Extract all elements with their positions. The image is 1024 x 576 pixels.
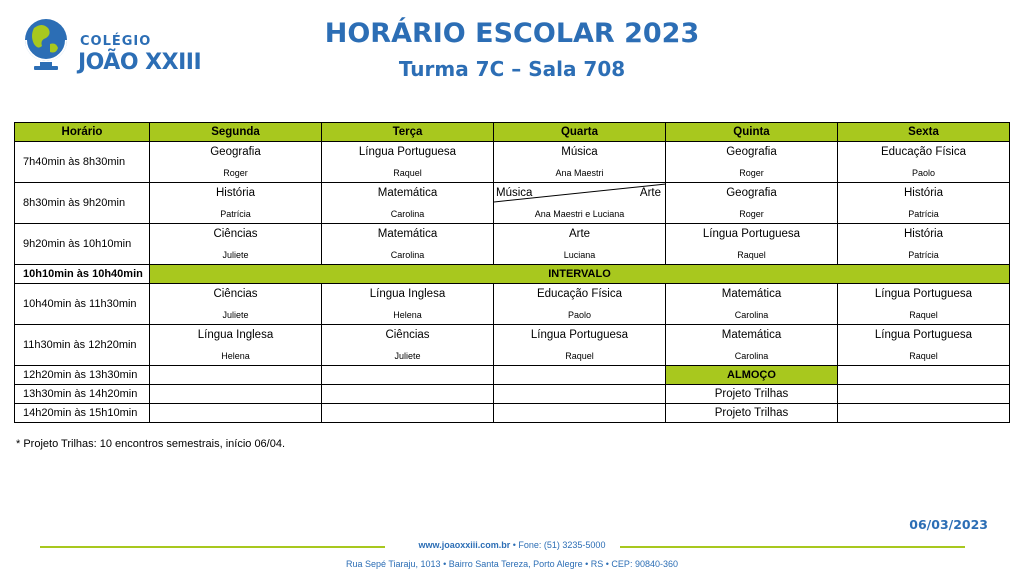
class-cell [322, 325, 494, 366]
subject: Língua Portuguesa [530, 329, 629, 341]
empty-cell [322, 404, 494, 423]
header-tuesday: Terça [322, 123, 494, 142]
teacher: Raquel [909, 310, 938, 320]
subject: Ciências [385, 329, 430, 341]
class-cell [838, 142, 1010, 183]
interval-cell: INTERVALO [150, 265, 1010, 284]
subject: Matemática [377, 228, 438, 240]
project-cell: Projeto Trilhas [666, 385, 838, 404]
time-cell: 10h40min às 11h30min [15, 284, 150, 325]
subject: Geografia [726, 146, 777, 158]
project-cell: Projeto Trilhas [666, 404, 838, 423]
table-row [15, 224, 1010, 265]
subject: Ciências [213, 228, 258, 240]
table-row [15, 404, 1010, 423]
footnote: * Projeto Trilhas: 10 encontros semestrais, início 06/04. [16, 438, 286, 450]
header-time: Horário [15, 123, 150, 142]
class-cell [838, 224, 1010, 265]
time-cell: 10h10min às 10h40min [15, 265, 150, 284]
teacher: Paolo [567, 310, 592, 320]
class-cell [494, 224, 666, 265]
header-monday: Segunda [150, 123, 322, 142]
website-link[interactable]: www.joaoxxiii.com.br [418, 540, 511, 550]
header-wednesday: Quarta [494, 123, 666, 142]
header-friday: Sexta [838, 123, 1010, 142]
teacher: Luciana [563, 250, 596, 260]
time-cell: 12h20min às 13h30min [15, 366, 150, 385]
subject: Música [561, 146, 598, 158]
schedule-table [14, 122, 1010, 423]
table-row [15, 325, 1010, 366]
teacher: Raquel [565, 351, 594, 361]
empty-cell [150, 385, 322, 404]
subject: Geografia [726, 187, 777, 199]
teacher: Ana Maestri [555, 168, 604, 178]
teacher: Carolina [734, 310, 769, 320]
subject: Língua Portuguesa [702, 228, 801, 240]
teacher: Raquel [737, 250, 766, 260]
subject: Língua Portuguesa [874, 329, 973, 341]
subject: Educação Física [880, 146, 966, 158]
class-cell [838, 284, 1010, 325]
class-cell [494, 325, 666, 366]
teacher: Roger [739, 168, 764, 178]
class-cell [838, 183, 1010, 224]
phone: • Fone: (51) 3235-5000 [512, 540, 606, 550]
time-cell: 8h30min às 9h20min [15, 183, 150, 224]
footer-contact [0, 540, 1024, 550]
empty-cell [838, 404, 1010, 423]
empty-cell [150, 404, 322, 423]
teacher: Helena [393, 310, 422, 320]
teacher: Raquel [393, 168, 422, 178]
class-cell [322, 142, 494, 183]
class-cell [322, 224, 494, 265]
empty-cell [322, 366, 494, 385]
class-cell [494, 284, 666, 325]
document-date: 06/03/2023 [909, 517, 988, 532]
class-cell [150, 284, 322, 325]
subject: Matemática [377, 187, 438, 199]
header-thursday: Quinta [666, 123, 838, 142]
empty-cell [838, 385, 1010, 404]
teacher: Helena [221, 351, 250, 361]
class-cell [150, 142, 322, 183]
subject-b: Arte [639, 187, 661, 199]
teacher: Juliete [222, 250, 249, 260]
teacher: Roger [223, 168, 248, 178]
subject: Matemática [721, 288, 782, 300]
teacher: Paolo [911, 168, 936, 178]
split-class-cell [494, 183, 666, 224]
class-cell [666, 224, 838, 265]
teacher: Raquel [909, 351, 938, 361]
teacher: Carolina [390, 250, 425, 260]
subject-a: Música [496, 187, 533, 199]
teacher: Patrícia [908, 209, 939, 219]
interval-row [15, 265, 1010, 284]
table-row [15, 366, 1010, 385]
time-cell: 7h40min às 8h30min [15, 142, 150, 183]
class-cell [494, 142, 666, 183]
subject: Geografia [210, 146, 261, 158]
class-cell [666, 325, 838, 366]
page-subtitle: Turma 7C – Sala 708 [398, 57, 626, 81]
empty-cell [838, 366, 1010, 385]
teacher: Juliete [394, 351, 421, 361]
empty-cell [494, 385, 666, 404]
teacher: Patrícia [908, 250, 939, 260]
subject: Língua Inglesa [369, 288, 446, 300]
class-cell [150, 183, 322, 224]
time-cell: 13h30min às 14h20min [15, 385, 150, 404]
class-cell [322, 284, 494, 325]
empty-cell [494, 404, 666, 423]
page-title: HORÁRIO ESCOLAR 2023 [324, 18, 700, 49]
subject: Matemática [721, 329, 782, 341]
class-cell [150, 325, 322, 366]
time-cell: 9h20min às 10h10min [15, 224, 150, 265]
teacher: Carolina [390, 209, 425, 219]
logo-line2: JOÃO XXIII [78, 50, 202, 75]
class-cell [322, 183, 494, 224]
subject: Ciências [213, 288, 258, 300]
class-cell [666, 284, 838, 325]
table-row [15, 385, 1010, 404]
teacher: Patrícia [220, 209, 251, 219]
header-row [15, 123, 1010, 142]
subject: Língua Portuguesa [358, 146, 457, 158]
teacher: Ana Maestri e Luciana [534, 209, 625, 219]
lunch-cell: ALMOÇO [666, 366, 838, 385]
subject: Língua Inglesa [197, 329, 274, 341]
subject: História [904, 228, 943, 240]
table-row [15, 183, 1010, 224]
table-row [15, 284, 1010, 325]
logo-line1: COLÉGIO [80, 34, 152, 49]
subject: Arte [568, 228, 591, 240]
teacher: Carolina [734, 351, 769, 361]
time-cell: 11h30min às 12h20min [15, 325, 150, 366]
class-cell [150, 224, 322, 265]
empty-cell [322, 385, 494, 404]
table-row [15, 142, 1010, 183]
class-cell [666, 142, 838, 183]
time-cell: 14h20min às 15h10min [15, 404, 150, 423]
subject: História [216, 187, 255, 199]
class-cell [666, 183, 838, 224]
empty-cell [150, 366, 322, 385]
subject: Língua Portuguesa [874, 288, 973, 300]
subject: História [904, 187, 943, 199]
class-cell [838, 325, 1010, 366]
empty-cell [494, 366, 666, 385]
teacher: Juliete [222, 310, 249, 320]
teacher: Roger [739, 209, 764, 219]
footer-address: Rua Sepé Tiaraju, 1013 • Bairro Santa Tereza, Porto Alegre • RS • CEP: 90840-360 [346, 559, 678, 569]
subject: Educação Física [536, 288, 622, 300]
